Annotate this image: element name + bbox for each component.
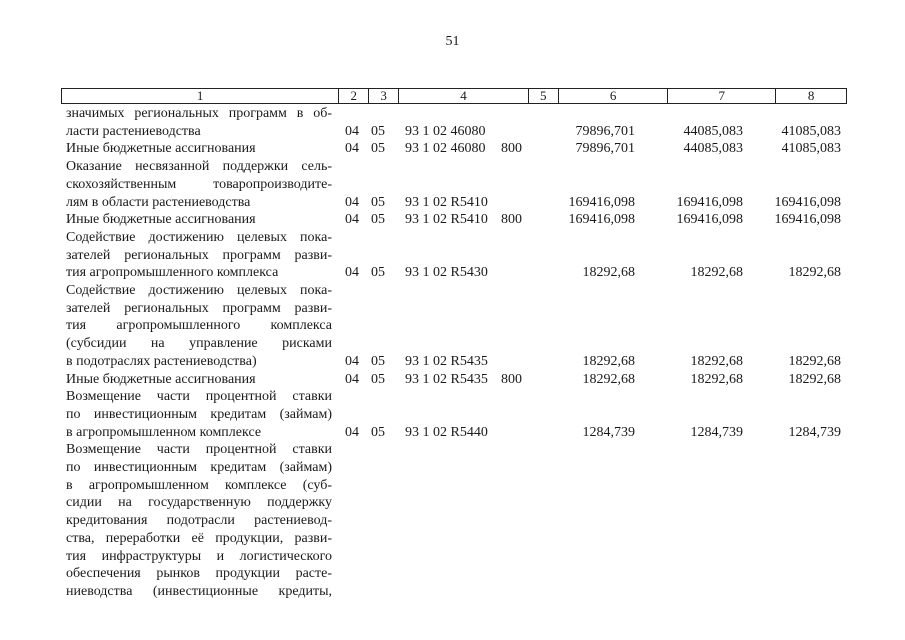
cell-amount-col-7: 169416,098 <box>676 212 743 227</box>
header-col-8: 8 <box>807 88 815 103</box>
header-col-2: 2 <box>339 89 369 103</box>
line-text: Содействие достижению целевых пока- <box>66 230 332 245</box>
cell-amount-col-6: 169416,098 <box>568 212 635 227</box>
line-text: Оказание несвязанной поддержки сель- <box>66 159 332 174</box>
line-text: ства, переработки её продукции, разви- <box>66 531 332 546</box>
cell-section: 04 <box>345 141 359 156</box>
line-text: Возмещение части процентной ставки <box>66 389 332 404</box>
cell-amount-col-7: 1284,739 <box>690 425 743 440</box>
cell-amount-col-8: 18292,68 <box>788 354 841 369</box>
line-text: тия агропромышленного комплекса <box>66 318 332 333</box>
line-text: ласти растениеводства <box>66 124 201 139</box>
line-text: зателей региональных программ разви- <box>66 301 332 316</box>
line-text: сидии на государственную поддержку <box>66 495 332 510</box>
header-col-1: 1 <box>62 89 339 103</box>
header-col-3: 3 <box>369 89 399 103</box>
cell-amount-col-6: 18292,68 <box>582 265 635 280</box>
cell-section: 04 <box>345 265 359 280</box>
header-col-7: 7 <box>668 89 776 103</box>
cell-amount-col-8: 18292,68 <box>788 265 841 280</box>
cell-subsection: 05 <box>371 124 385 139</box>
cell-subsection: 05 <box>371 354 385 369</box>
cell-amount-col-7: 169416,098 <box>676 195 743 210</box>
cell-section: 04 <box>345 124 359 139</box>
cell-amount-col-7: 44085,083 <box>683 124 743 139</box>
cell-subsection: 05 <box>371 195 385 210</box>
cell-amount-col-8: 41085,083 <box>781 141 841 156</box>
header-col-6: 6 <box>559 89 669 103</box>
cell-amount-col-8: 41085,083 <box>781 124 841 139</box>
line-text: в агропромышленном комплексе (суб- <box>66 478 332 493</box>
cell-amount-col-8: 169416,098 <box>774 212 841 227</box>
line-text: Иные бюджетные ассигнования <box>66 212 256 227</box>
cell-amount-col-6: 79896,701 <box>575 141 635 156</box>
line-text: обеспечения рынков продукции расте- <box>66 566 332 581</box>
cell-target-article: 93 1 02 R5440 <box>405 425 488 440</box>
header-col-5: 5 <box>529 89 559 103</box>
cell-amount-col-6: 18292,68 <box>582 354 635 369</box>
cell-section: 04 <box>345 212 359 227</box>
line-text: в подотраслях растениеводства) <box>66 354 257 369</box>
line-text: в агропромышленном комплексе <box>66 425 262 440</box>
cell-target-article: 93 1 02 R5435 <box>405 372 488 387</box>
line-text: Иные бюджетные ассигнования <box>66 372 256 387</box>
line-text: тия агропромышленного комплекса <box>66 265 279 280</box>
line-text: Возмещение части процентной ставки <box>66 442 332 457</box>
cell-section: 04 <box>345 195 359 210</box>
cell-amount-col-7: 44085,083 <box>683 141 743 156</box>
cell-amount-col-6: 1284,739 <box>582 425 635 440</box>
cell-target-article: 93 1 02 46080 <box>405 124 486 139</box>
line-text: Содействие достижению целевых пока- <box>66 283 332 298</box>
cell-subsection: 05 <box>371 372 385 387</box>
cell-expense-type: 800 <box>501 141 522 156</box>
cell-target-article: 93 1 02 R5410 <box>405 212 488 227</box>
cell-target-article: 93 1 02 46080 <box>405 141 486 156</box>
cell-amount-col-7: 18292,68 <box>690 265 743 280</box>
cell-section: 04 <box>345 354 359 369</box>
cell-target-article: 93 1 02 R5430 <box>405 265 488 280</box>
cell-amount-col-6: 18292,68 <box>582 372 635 387</box>
line-text: значимых региональных программ в об- <box>66 106 332 121</box>
header-col-4: 4 <box>399 89 529 103</box>
cell-amount-col-6: 79896,701 <box>575 124 635 139</box>
cell-section: 04 <box>345 372 359 387</box>
cell-section: 04 <box>345 425 359 440</box>
line-text: кредитования подотрасли растениевод- <box>66 513 332 528</box>
line-text: по инвестиционным кредитам (займам) <box>66 460 332 475</box>
cell-expense-type: 800 <box>501 212 522 227</box>
cell-amount-col-8: 1284,739 <box>788 425 841 440</box>
line-text: тия инфраструктуры и логистического <box>66 549 332 564</box>
line-text: скохозяйственным товаропроизводите- <box>66 177 332 192</box>
cell-target-article: 93 1 02 R5435 <box>405 354 488 369</box>
cell-amount-col-7: 18292,68 <box>690 372 743 387</box>
line-text: Иные бюджетные ассигнования <box>66 141 256 156</box>
line-text: по инвестиционным кредитам (займам) <box>66 407 332 422</box>
line-text: зателей региональных программ разви- <box>66 248 332 263</box>
cell-amount-col-8: 169416,098 <box>774 195 841 210</box>
cell-amount-col-6: 169416,098 <box>568 195 635 210</box>
line-text: (субсидии на управление рисками <box>66 336 332 351</box>
page-number: 51 <box>445 34 460 49</box>
cell-amount-col-7: 18292,68 <box>690 354 743 369</box>
cell-amount-col-8: 18292,68 <box>788 372 841 387</box>
line-text: ниеводства (инвестиционные кредиты, <box>66 584 332 599</box>
line-text: лям в области растениеводства <box>66 195 251 210</box>
cell-subsection: 05 <box>371 265 385 280</box>
cell-subsection: 05 <box>371 212 385 227</box>
cell-subsection: 05 <box>371 141 385 156</box>
cell-expense-type: 800 <box>501 372 522 387</box>
cell-target-article: 93 1 02 R5410 <box>405 195 488 210</box>
cell-subsection: 05 <box>371 425 385 440</box>
